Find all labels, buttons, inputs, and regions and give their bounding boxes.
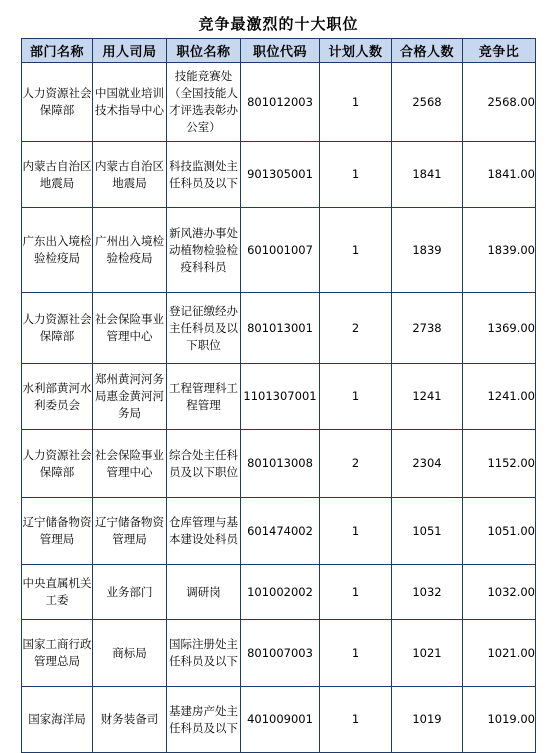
cell-plan: 1 [320, 364, 392, 430]
cell-bureau: 中国就业培训技术指导中心 [93, 63, 167, 142]
cell-department: 水利部黄河水利委员会 [22, 364, 93, 430]
cell-position: 登记征缴经办主任科员及以下职位 [167, 293, 241, 364]
cell-position: 科技监测处主任科员及以下 [167, 142, 241, 208]
cell-ratio: 1051.00 [463, 498, 536, 565]
cell-position: 调研岗 [167, 565, 241, 620]
cell-code: 801013008 [241, 430, 320, 498]
cell-code: 401009001 [241, 687, 320, 753]
header-position: 职位名称 [167, 39, 241, 63]
cell-bureau: 业务部门 [93, 565, 167, 620]
cell-plan: 1 [320, 565, 392, 620]
cell-qualified: 1032 [392, 565, 463, 620]
cell-position: 基建房产处主任科员及以下 [167, 687, 241, 753]
table-row [22, 364, 536, 430]
cell-department: 国家工商行政管理总局 [22, 620, 93, 687]
cell-position: 仓库管理与基本建设处科员 [167, 498, 241, 565]
cell-code: 601001007 [241, 208, 320, 293]
cell-qualified: 1839 [392, 208, 463, 293]
ranking-table [21, 38, 536, 753]
header-plan: 计划人数 [320, 39, 392, 63]
cell-ratio: 1152.00 [463, 430, 536, 498]
cell-ratio: 1839.00 [463, 208, 536, 293]
table-row [22, 430, 536, 498]
table-row [22, 63, 536, 142]
cell-plan: 1 [320, 208, 392, 293]
cell-ratio: 1032.00 [463, 565, 536, 620]
cell-ratio: 1841.00 [463, 142, 536, 208]
cell-plan: 1 [320, 498, 392, 565]
cell-plan: 1 [320, 63, 392, 142]
cell-qualified: 1019 [392, 687, 463, 753]
header-bureau: 用人司局 [93, 39, 167, 63]
cell-bureau: 内蒙古自治区地震局 [93, 142, 167, 208]
cell-qualified: 2568 [392, 63, 463, 142]
cell-bureau: 社会保险事业管理中心 [93, 293, 167, 364]
cell-code: 1101307001 [241, 364, 320, 430]
cell-position: 新风港办事处动植物检验检疫科科员 [167, 208, 241, 293]
table-row [22, 208, 536, 293]
table-row [22, 293, 536, 364]
cell-plan: 1 [320, 142, 392, 208]
cell-plan: 2 [320, 430, 392, 498]
cell-position: 技能竞赛处（全国技能人才评选表彰办公室） [167, 63, 241, 142]
cell-department: 国家海洋局 [22, 687, 93, 753]
table-row [22, 142, 536, 208]
cell-department: 辽宁储备物资管理局 [22, 498, 93, 565]
cell-position: 综合处主任科员及以下职位 [167, 430, 241, 498]
cell-ratio: 1019.00 [463, 687, 536, 753]
cell-qualified: 2304 [392, 430, 463, 498]
table-title: 竞争最激烈的十大职位 [198, 15, 359, 33]
header-qualified: 合格人数 [392, 39, 463, 63]
cell-qualified: 1021 [392, 620, 463, 687]
cell-plan: 2 [320, 293, 392, 364]
header-department: 部门名称 [22, 39, 93, 63]
cell-code: 101002002 [241, 565, 320, 620]
cell-bureau: 郑州黄河河务局惠金黄河河务局 [93, 364, 167, 430]
cell-department: 内蒙古自治区地震局 [22, 142, 93, 208]
cell-qualified: 1241 [392, 364, 463, 430]
cell-department: 人力资源社会保障部 [22, 293, 93, 364]
cell-qualified: 1051 [392, 498, 463, 565]
cell-department: 人力资源社会保障部 [22, 430, 93, 498]
cell-bureau: 商标局 [93, 620, 167, 687]
cell-bureau: 广州出入境检验检疫局 [93, 208, 167, 293]
cell-code: 901305001 [241, 142, 320, 208]
cell-plan: 1 [320, 620, 392, 687]
cell-plan: 1 [320, 687, 392, 753]
table-row [22, 620, 536, 687]
header-code: 职位代码 [241, 39, 320, 63]
cell-bureau: 财务装备司 [93, 687, 167, 753]
cell-ratio: 2568.00 [463, 63, 536, 142]
cell-department: 中央直属机关工委 [22, 565, 93, 620]
cell-position: 国际注册处主任科员及以下 [167, 620, 241, 687]
cell-department: 广东出入境检验检疫局 [22, 208, 93, 293]
cell-code: 801007003 [241, 620, 320, 687]
cell-position: 工程管理科工程管理 [167, 364, 241, 430]
cell-code: 801013001 [241, 293, 320, 364]
cell-ratio: 1241.00 [463, 364, 536, 430]
table-row [22, 565, 536, 620]
cell-qualified: 1841 [392, 142, 463, 208]
cell-ratio: 1369.00 [463, 293, 536, 364]
cell-department: 人力资源社会保障部 [22, 63, 93, 142]
table-row [22, 687, 536, 753]
cell-bureau: 辽宁储备物资管理局 [93, 498, 167, 565]
cell-bureau: 社会保险事业管理中心 [93, 430, 167, 498]
header-row [22, 39, 536, 63]
cell-code: 801012003 [241, 63, 320, 142]
cell-qualified: 2738 [392, 293, 463, 364]
table-row [22, 498, 536, 565]
header-ratio: 竞争比 [463, 39, 536, 63]
cell-code: 601474002 [241, 498, 320, 565]
cell-ratio: 1021.00 [463, 620, 536, 687]
